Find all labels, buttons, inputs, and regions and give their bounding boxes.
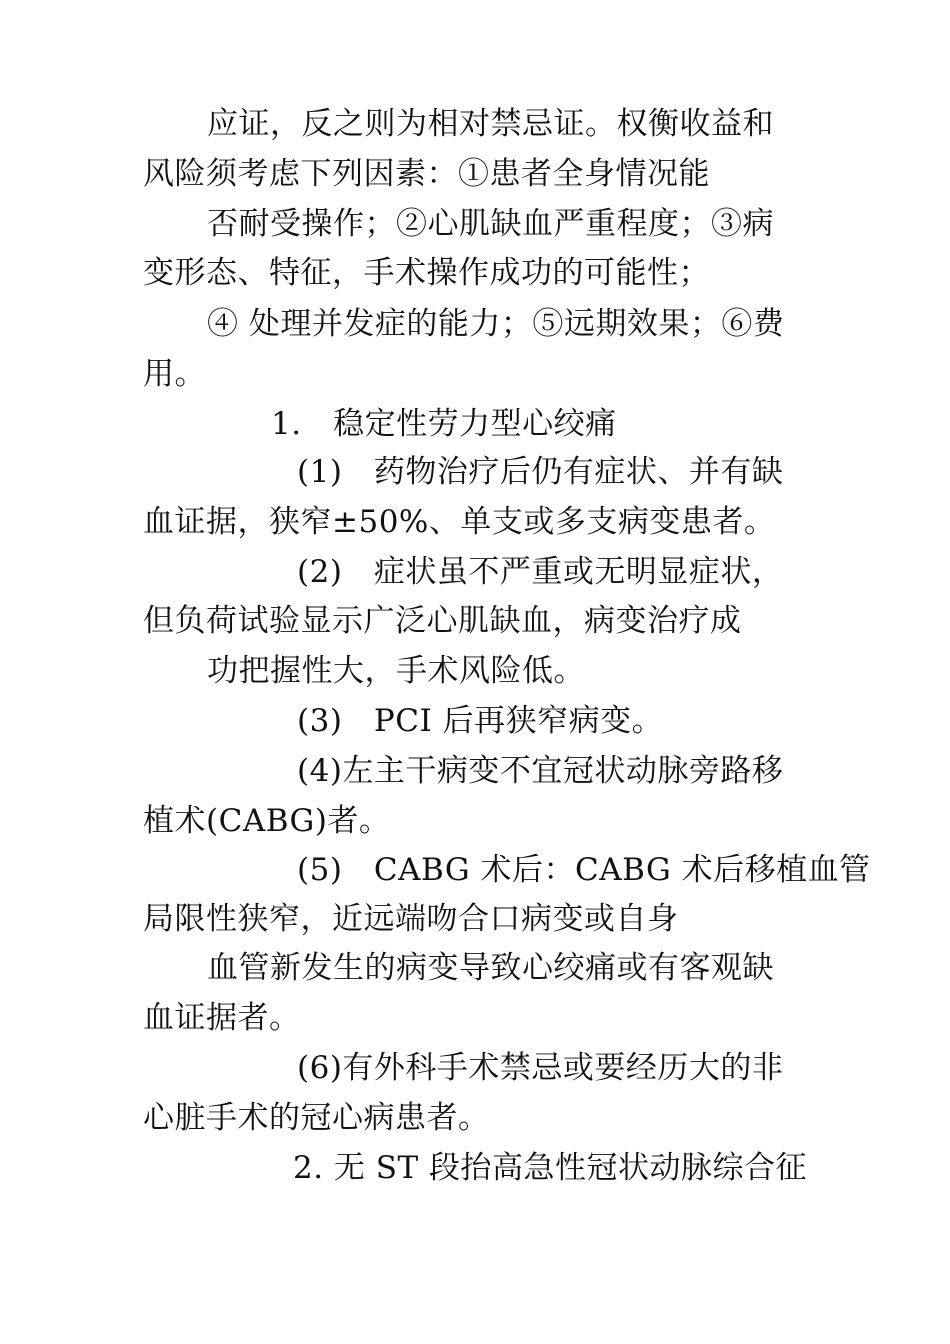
list-item: (4)左主干病变不宜冠状动脉旁路移 bbox=[297, 753, 784, 789]
paragraph-line: 应证，反之则为相对禁忌证。权衡收益和 bbox=[207, 106, 774, 142]
section-heading: 1. 稳定性劳力型心绞痛 bbox=[271, 406, 617, 442]
paragraph-line: 风险须考虑下列因素：①患者全身情况能 bbox=[143, 156, 710, 192]
paragraph-line: 用。 bbox=[143, 356, 206, 392]
paragraph-line: 血证据者。 bbox=[143, 1000, 301, 1036]
paragraph-line: 否耐受操作；②心肌缺血严重程度；③病 bbox=[207, 206, 774, 242]
paragraph-line: ④ 处理并发症的能力；⑤远期效果；⑥费 bbox=[207, 306, 785, 342]
paragraph-line: 功把握性大，手术风险低。 bbox=[207, 653, 585, 689]
paragraph-line: 血证据，狭窄±50%、单支或多支病变患者。 bbox=[143, 504, 776, 540]
paragraph-line: 血管新发生的病变导致心绞痛或有客观缺 bbox=[207, 950, 774, 986]
paragraph-line: 植术(CABG)者。 bbox=[143, 803, 391, 839]
list-item: (5) CABG 术后：CABG 术后移植血管 bbox=[297, 852, 871, 888]
section-heading: 2. 无 ST 段抬高急性冠状动脉综合征 bbox=[293, 1150, 808, 1186]
list-item: (2) 症状虽不严重或无明显症状， bbox=[297, 554, 784, 590]
paragraph-line: 但负荷试验显示广泛心肌缺血，病变治疗成 bbox=[143, 603, 742, 639]
paragraph-line: 心脏手术的冠心病患者。 bbox=[143, 1100, 490, 1136]
list-item: (3) PCI 后再狭窄病变。 bbox=[297, 703, 664, 739]
paragraph-line: 局限性狭窄，近远端吻合口病变或自身 bbox=[143, 901, 679, 937]
list-item: (1) 药物治疗后仍有症状、并有缺 bbox=[297, 454, 784, 490]
paragraph-line: 变形态、特征，手术操作成功的可能性； bbox=[143, 255, 710, 291]
list-item: (6)有外科手术禁忌或要经历大的非 bbox=[297, 1050, 784, 1086]
